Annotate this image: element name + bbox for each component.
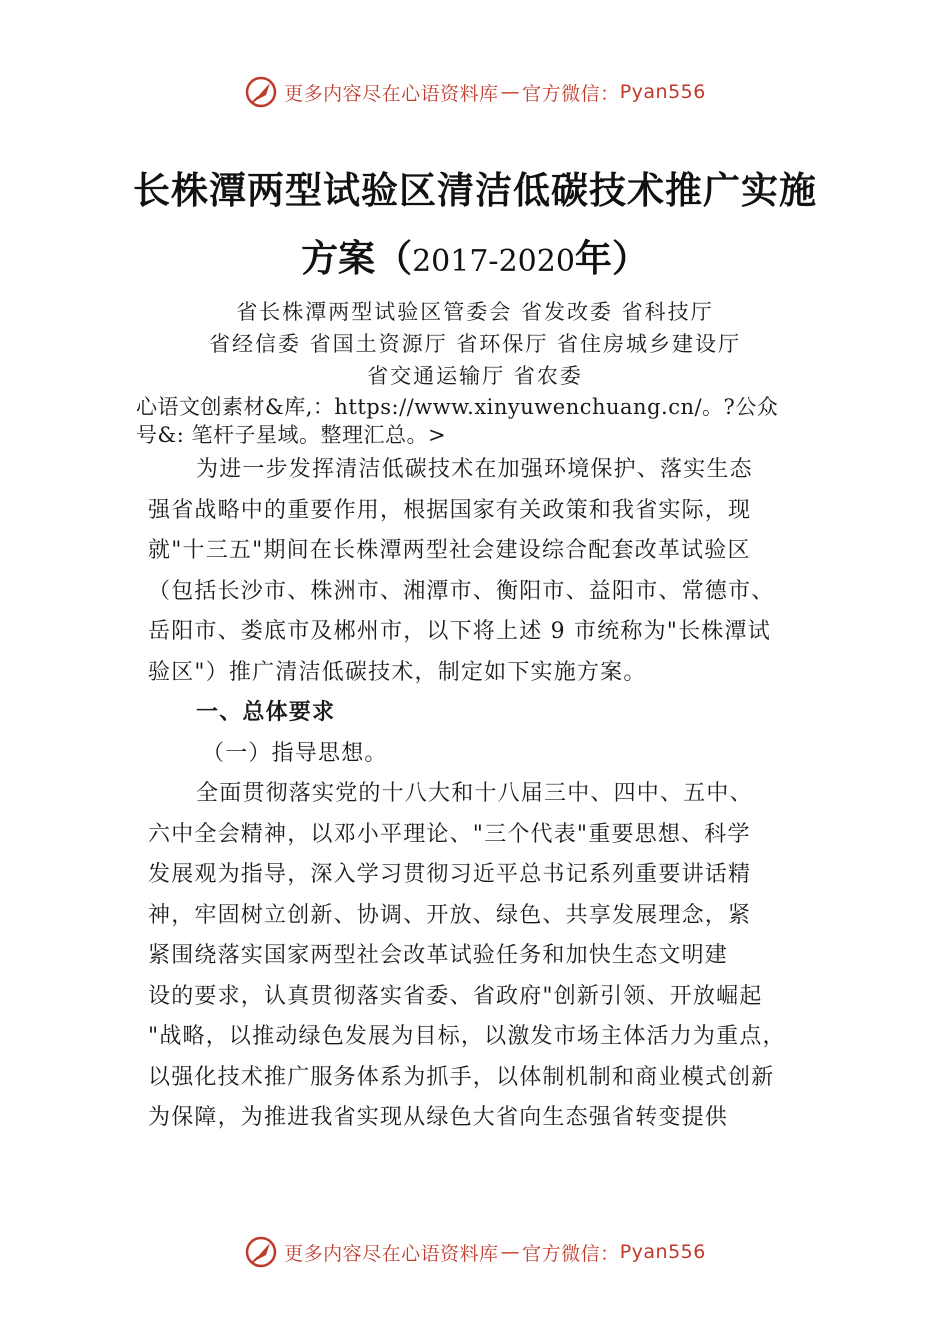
- section-heading: 一、总体要求: [196, 700, 336, 725]
- title-year: 2017-2020: [412, 244, 575, 279]
- paragraph-line: 为保障，为推进我省实现从绿色大省向生态强省转变提供: [148, 1105, 729, 1130]
- paragraph-line: 设的要求，认真贯彻落实省委、省政府"创新引领、开放崛起: [148, 983, 763, 1009]
- subsection-heading: （一）指导思想。: [202, 740, 388, 766]
- document-title-line1: 长株潭两型试验区清洁低碳技术推广实施: [133, 168, 817, 212]
- banner-wechat-id: Pyan556: [619, 1241, 706, 1263]
- footer-banner: [0, 1232, 950, 1272]
- paragraph-line: 发展观为指导，深入学习贯彻习近平总书记系列重要讲话精: [148, 862, 752, 887]
- source-note: [136, 393, 856, 449]
- paragraph-line: 全面贯彻落实党的十八大和十八届三中、四中、五中、: [196, 781, 753, 806]
- paragraph-line: 就"十三五"期间在长株潭两型社会建设综合配套改革试验区: [148, 538, 751, 563]
- source-note-line-1: 心语文创素材&库,：https://www.xinyuwenchuang.cn/。?公众: [136, 395, 779, 419]
- quill-logo-icon: [244, 1235, 278, 1269]
- source-note-line-2: 号&: 笔杆子星域。整理汇总。>: [136, 423, 447, 447]
- paragraph-line: 神，牢固树立创新、协调、开放、绿色、共享发展理念，紧: [148, 902, 752, 928]
- paragraph-line: 强省战略中的重要作用，根据国家有关政策和我省实际，现: [148, 497, 752, 523]
- banner-wechat-label: 官方微信：: [522, 1242, 620, 1265]
- quill-logo-icon: [244, 75, 278, 109]
- paragraph-line: "战略，以推动绿色发展为目标，以激发市场主体活力为重点，: [148, 1024, 786, 1049]
- issuer-line-1: 省长株潭两型试验区管委会 省发改委 省科技厅: [236, 300, 714, 324]
- banner-text: 更多内容尽在心语资料库: [284, 1242, 499, 1265]
- paragraph-line: 紧围绕落实国家两型社会改革试验任务和加快生态文明建: [148, 943, 729, 968]
- banner-wechat-id: Pyan556: [619, 81, 706, 103]
- banner-separator: —: [500, 81, 521, 103]
- paragraph-line: 以强化技术推广服务体系为抓手，以体制机制和商业模式创新: [148, 1064, 775, 1090]
- document-body: [148, 450, 828, 1139]
- banner-separator: —: [500, 1241, 521, 1263]
- title-prefix: 方案（: [301, 236, 413, 280]
- header-banner: [0, 72, 950, 112]
- banner-wechat-label: 官方微信：: [522, 82, 620, 105]
- banner-text: 更多内容尽在心语资料库: [284, 82, 499, 105]
- issuer-line-2: 省经信委 省国土资源厅 省环保厅 省住房城乡建设厅: [208, 332, 742, 356]
- title-suffix: 年）: [574, 236, 649, 280]
- paragraph-line: 为进一步发挥清洁低碳技术在加强环境保护、落实生态: [196, 457, 753, 482]
- paragraph-line: （包括长沙市、株洲市、湘潭市、衡阳市、益阳市、常德市、: [148, 578, 775, 604]
- issuer-line-3: 省交通运输厅 省农委: [367, 364, 583, 388]
- document-title-line2: [60, 228, 890, 282]
- paragraph-line: 验区"）推广清洁低碳技术，制定如下实施方案。: [148, 659, 647, 685]
- paragraph-line: 六中全会精神，以邓小平理论、"三个代表"重要思想、科学: [148, 821, 751, 847]
- paragraph-line: 岳阳市、娄底市及郴州市，以下将上述 9 市统称为"长株潭试: [148, 619, 771, 644]
